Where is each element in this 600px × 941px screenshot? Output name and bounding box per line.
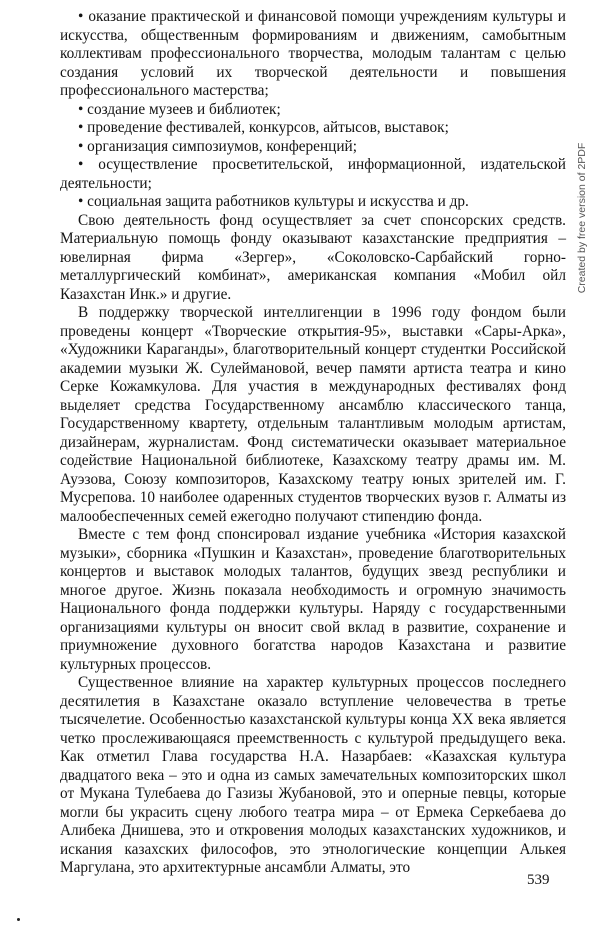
page-body [60,8,566,878]
scan-speck [17,918,20,921]
bullet-item: • проведение фестивалей, конкурсов, айтысов, выставок; [78,119,449,136]
paragraph: Свою деятельность фонд осуществляет за счет спонсорских средств. Материальную помощь фонду оказывают казахстанские предприятия – ювелирная фирма «Зергер», «Соколовско-Сарбайский горно-металлургический комбинат», американская компания «Мобил ойл Казахстан Инк.» и другие. [60,211,566,303]
bullet-item: • организация симпозиумов, конференций; [78,137,357,155]
bullet-item: • создание музеев и библиотек; [78,100,281,118]
paragraph: Существенное влияние на характер культурных процессов последнего десятилетия в Казахстане оказало вступление человечества в третье тысячелетие. Особенностью казахстанской культуры конца XX века является четко прослеживающаяся преемственность с культурой предыдущего века. Как отметил Глава государства Н.А. Назарбаев: «Казахская культура двадцатого века – это и одна из самых замечательных композиторских школ от Мукана Тулебаева до Газизы Жубановой, это и оперные певцы, которые могли бы украсить сцену любого театра мира – от Ермека Серкебаева до Алибека Днишева, это и откровения молодых казахстанских художников, и искания казахских философов, это этнологические концепции Алькея Маргулана, это архитектурные ансамбли Алматы, это [60,674,566,876]
page-number: 539 [527,872,550,888]
paragraph: Вместе с тем фонд спонсировал издание учебника «История казахской музыки», сборника «Пушкин и Казахстан», проведение благотворительных концертов и выставок молодых талантов, будущих звезд республики и многое другое. Жизнь показала необходимость и огромную значимость Национального фонда поддержки культуры. Наряду с государственными организациями культуры он вносит свой вклад в развитие, сохранение и приумножение духовного богатства народов Казахстана и развитие культурных процессов. [60,526,566,673]
watermark: Created by free version of 2PDF [576,142,588,294]
bullet-item: • осуществление просветительской, информационной, издательской деятельности; [60,156,566,192]
bullet-item: • социальная защита работников культуры и искусства и др. [78,193,469,210]
paragraph: В поддержку творческой интеллигенции в 1996 году фондом были проведены концерт «Творческие открытия-95», выставки «Сары-Арка», «Художники Караганды», благотворительный концерт студентки Российской академии музыки Ж. Сулеймановой, вечер памяти артиста театра и кино Серке Кожамкулова. Для участия в международных фестивалях фонд выделяет средства Государственному ансамблю классического танца, Государственному квартету, отдельным талантливым молодым артистам, дизайнерам, журналистам. Фонд систематически оказывает материальное содействие Национальной библиотеке, Казахскому театру драмы им. М. Ауэзова, Союзу композиторов, Казахскому театру юных зрителей им. Г. Мусрепова. 10 наиболее одаренных студентов творческих вузов г. Алматы из малообеспеченных семей ежегодно получают стипендию фонда. [60,304,566,525]
bullet-item: • оказание практической и финансовой помощи учреждениям культуры и искусства, общественным формированиям и движениям, самобытным коллективам профессионального творчества, молодым талантам с целью создания условий их творческой деятельности и повышения профессионального мастерства; [60,8,566,99]
